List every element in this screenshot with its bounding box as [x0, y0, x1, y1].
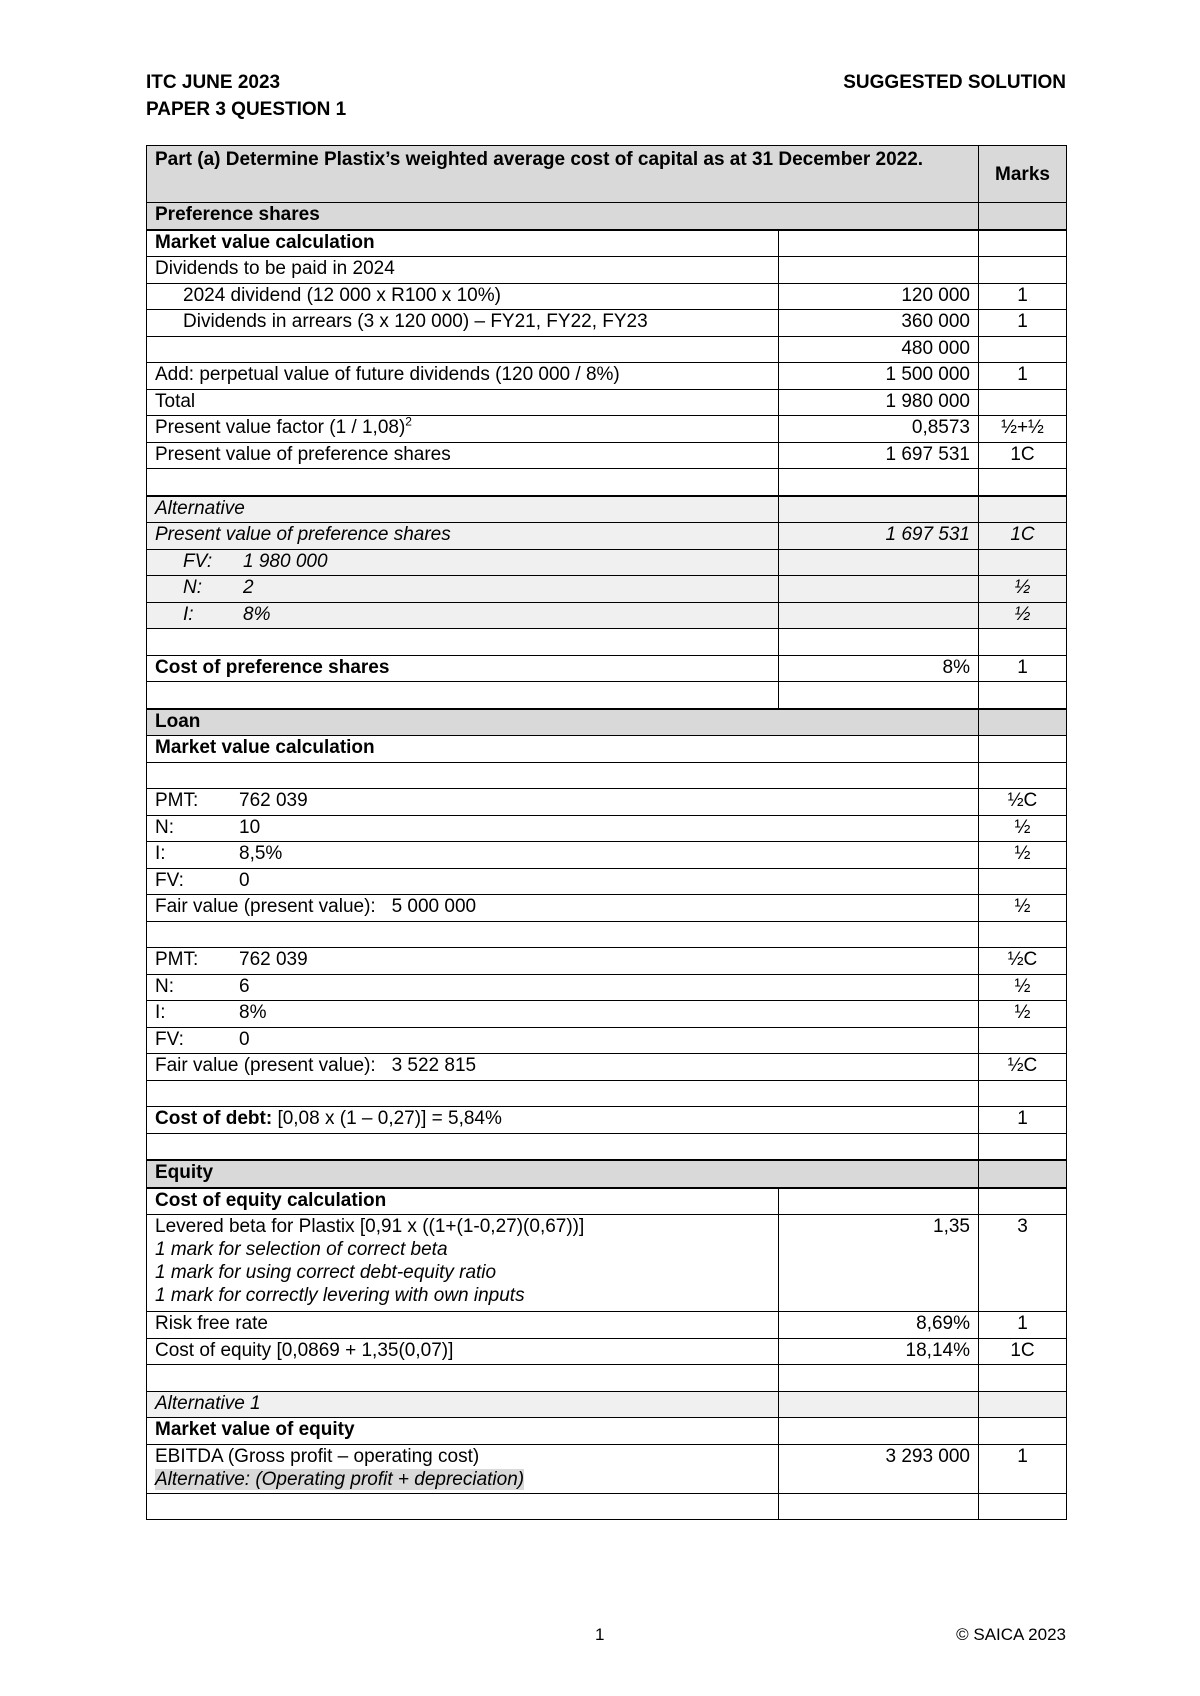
row-label: Total — [147, 389, 779, 416]
cost-pref-label: Cost of preference shares — [147, 655, 779, 682]
table-row — [147, 868, 1067, 895]
row-mark: ½ — [979, 815, 1067, 842]
table-row — [147, 948, 1067, 975]
row-label: PMT: 762 039 — [147, 789, 979, 816]
row-value: 3 293 000 — [779, 1444, 979, 1493]
row-value: 120 000 — [779, 283, 979, 310]
row-mark: ½ — [979, 602, 1067, 629]
row-mark: 1 — [979, 1107, 1067, 1134]
table-row — [147, 1312, 1067, 1339]
solution-table — [146, 145, 1067, 1520]
table-row — [147, 629, 1067, 656]
table-row — [147, 789, 1067, 816]
table-row — [147, 709, 1067, 736]
table-row — [147, 1493, 1067, 1520]
table-row — [147, 1215, 1067, 1312]
table-row — [147, 523, 1067, 550]
row-mark: 1C — [979, 442, 1067, 469]
row-mark: 1 — [979, 310, 1067, 337]
table-row — [147, 762, 1067, 789]
marks-header: Marks — [979, 146, 1067, 203]
row-label: FV: 1 980 000 — [147, 549, 779, 576]
row-label: FV: 0 — [147, 1027, 979, 1054]
row-label: Cost of equity [0,0869 + 1,35(0,07)] — [147, 1338, 779, 1365]
row-mark: 1C — [979, 1338, 1067, 1365]
row-mark: 1 — [979, 283, 1067, 310]
table-row — [147, 496, 1067, 523]
row-mark: ½C — [979, 789, 1067, 816]
row-label: Risk free rate — [147, 1312, 779, 1339]
row-label: Present value of preference shares — [147, 442, 779, 469]
table-row — [147, 1054, 1067, 1081]
row-label: Fair value (present value): 5 000 000 — [147, 895, 979, 922]
market-value-equity-heading: Market value of equity — [147, 1418, 779, 1445]
table-row — [147, 1133, 1067, 1160]
row-value: 480 000 — [779, 336, 979, 363]
page-number: 1 — [595, 1625, 605, 1644]
table-row — [147, 895, 1067, 922]
table-row — [147, 1365, 1067, 1392]
row-label: EBITDA (Gross profit – operating cost) Alternative: (Operating profit + depreciation) — [147, 1444, 779, 1493]
row-mark: ½+½ — [979, 416, 1067, 443]
table-row — [147, 1444, 1067, 1493]
table-row — [147, 602, 1067, 629]
row-label: Add: perpetual value of future dividends (120 000 / 8%) — [147, 363, 779, 390]
row-value: 1 697 531 — [779, 523, 979, 550]
row-label: FV: 0 — [147, 868, 979, 895]
row-label: Present value of preference shares — [147, 523, 779, 550]
table-row — [147, 815, 1067, 842]
table-row — [147, 1418, 1067, 1445]
row-value: 1 980 000 — [779, 389, 979, 416]
table-row — [147, 1027, 1067, 1054]
section-loan: Loan — [147, 709, 979, 736]
cost-of-debt: Cost of debt: [0,08 x (1 – 0,27)] = 5,84% — [147, 1107, 979, 1134]
section-equity: Equity — [147, 1160, 979, 1188]
table-row — [147, 469, 1067, 496]
row-mark: 1 — [979, 1444, 1067, 1493]
table-row — [147, 1080, 1067, 1107]
table-row — [147, 442, 1067, 469]
row-mark: ½C — [979, 1054, 1067, 1081]
row-label: Levered beta for Plastix [0,91 x ((1+(1-0,27)(0,67))] 1 mark for selection of correct beta 1 mark for using correct debt-equity ratio 1 mark for correctly levering with own inputs — [147, 1215, 779, 1312]
table-row — [147, 736, 1067, 763]
row-mark: 1 — [979, 363, 1067, 390]
table-row — [147, 203, 1067, 230]
loan-market-value-heading: Market value calculation — [147, 736, 979, 763]
table-row — [147, 1107, 1067, 1134]
row-mark: 1 — [979, 1312, 1067, 1339]
row-mark: 3 — [979, 1215, 1067, 1312]
header-solution-label: SUGGESTED SOLUTION — [843, 72, 1066, 93]
row-value: 1,35 — [779, 1215, 979, 1312]
table-row — [147, 1391, 1067, 1418]
pref-market-value-heading: Market value calculation — [147, 230, 779, 257]
table-row — [147, 682, 1067, 709]
table-row — [147, 1160, 1067, 1188]
table-header-row — [147, 146, 1067, 203]
header-paper-question: PAPER 3 QUESTION 1 — [146, 99, 347, 120]
row-mark: ½ — [979, 974, 1067, 1001]
table-row — [147, 655, 1067, 682]
table-row — [147, 549, 1067, 576]
row-label: Dividends to be paid in 2024 — [147, 257, 779, 284]
table-row — [147, 1001, 1067, 1028]
table-row — [147, 283, 1067, 310]
table-row — [147, 842, 1067, 869]
row-value: 1 500 000 — [779, 363, 979, 390]
row-mark: 1 — [979, 655, 1067, 682]
table-row — [147, 363, 1067, 390]
row-label: Dividends in arrears (3 x 120 000) – FY21, FY22, FY23 — [147, 310, 779, 337]
table-row — [147, 389, 1067, 416]
row-label: I: 8,5% — [147, 842, 979, 869]
table-row — [147, 921, 1067, 948]
table-row — [147, 974, 1067, 1001]
row-value: 0,8573 — [779, 416, 979, 443]
table-row — [147, 1338, 1067, 1365]
row-label: PMT: 762 039 — [147, 948, 979, 975]
row-label: I: 8% — [147, 1001, 979, 1028]
row-mark: ½ — [979, 1001, 1067, 1028]
table-row — [147, 310, 1067, 337]
table-row — [147, 336, 1067, 363]
section-preference-shares: Preference shares — [147, 203, 979, 230]
row-label: N: 2 — [147, 576, 779, 603]
table-row — [147, 257, 1067, 284]
alternative-label: Alternative — [147, 496, 779, 523]
row-mark: 1C — [979, 523, 1067, 550]
row-value: 8% — [779, 655, 979, 682]
row-label: Fair value (present value): 3 522 815 — [147, 1054, 979, 1081]
row-value: 1 697 531 — [779, 442, 979, 469]
row-label: 2024 dividend (12 000 x R100 x 10%) — [147, 283, 779, 310]
row-value: 8,69% — [779, 1312, 979, 1339]
row-mark: ½ — [979, 842, 1067, 869]
cost-of-equity-heading: Cost of equity calculation — [147, 1188, 779, 1215]
part-a-title: Part (a) Determine Plastix’s weighted average cost of capital as at 31 December 2022. — [147, 146, 979, 203]
table-row — [147, 576, 1067, 603]
header-exam-title: ITC JUNE 2023 — [146, 72, 281, 93]
row-label: I: 8% — [147, 602, 779, 629]
copyright-notice: © SAICA 2023 — [956, 1625, 1066, 1644]
row-label: N: 10 — [147, 815, 979, 842]
alternative-label: Alternative 1 — [147, 1391, 779, 1418]
row-value: 18,14% — [779, 1338, 979, 1365]
table-row — [147, 1188, 1067, 1215]
row-mark: ½ — [979, 576, 1067, 603]
row-mark: ½C — [979, 948, 1067, 975]
row-value: 360 000 — [779, 310, 979, 337]
table-row — [147, 230, 1067, 257]
row-mark: ½ — [979, 895, 1067, 922]
row-label: N: 6 — [147, 974, 979, 1001]
table-row — [147, 416, 1067, 443]
row-label: Present value factor (1 / 1,08)$^2$ — [147, 416, 779, 443]
